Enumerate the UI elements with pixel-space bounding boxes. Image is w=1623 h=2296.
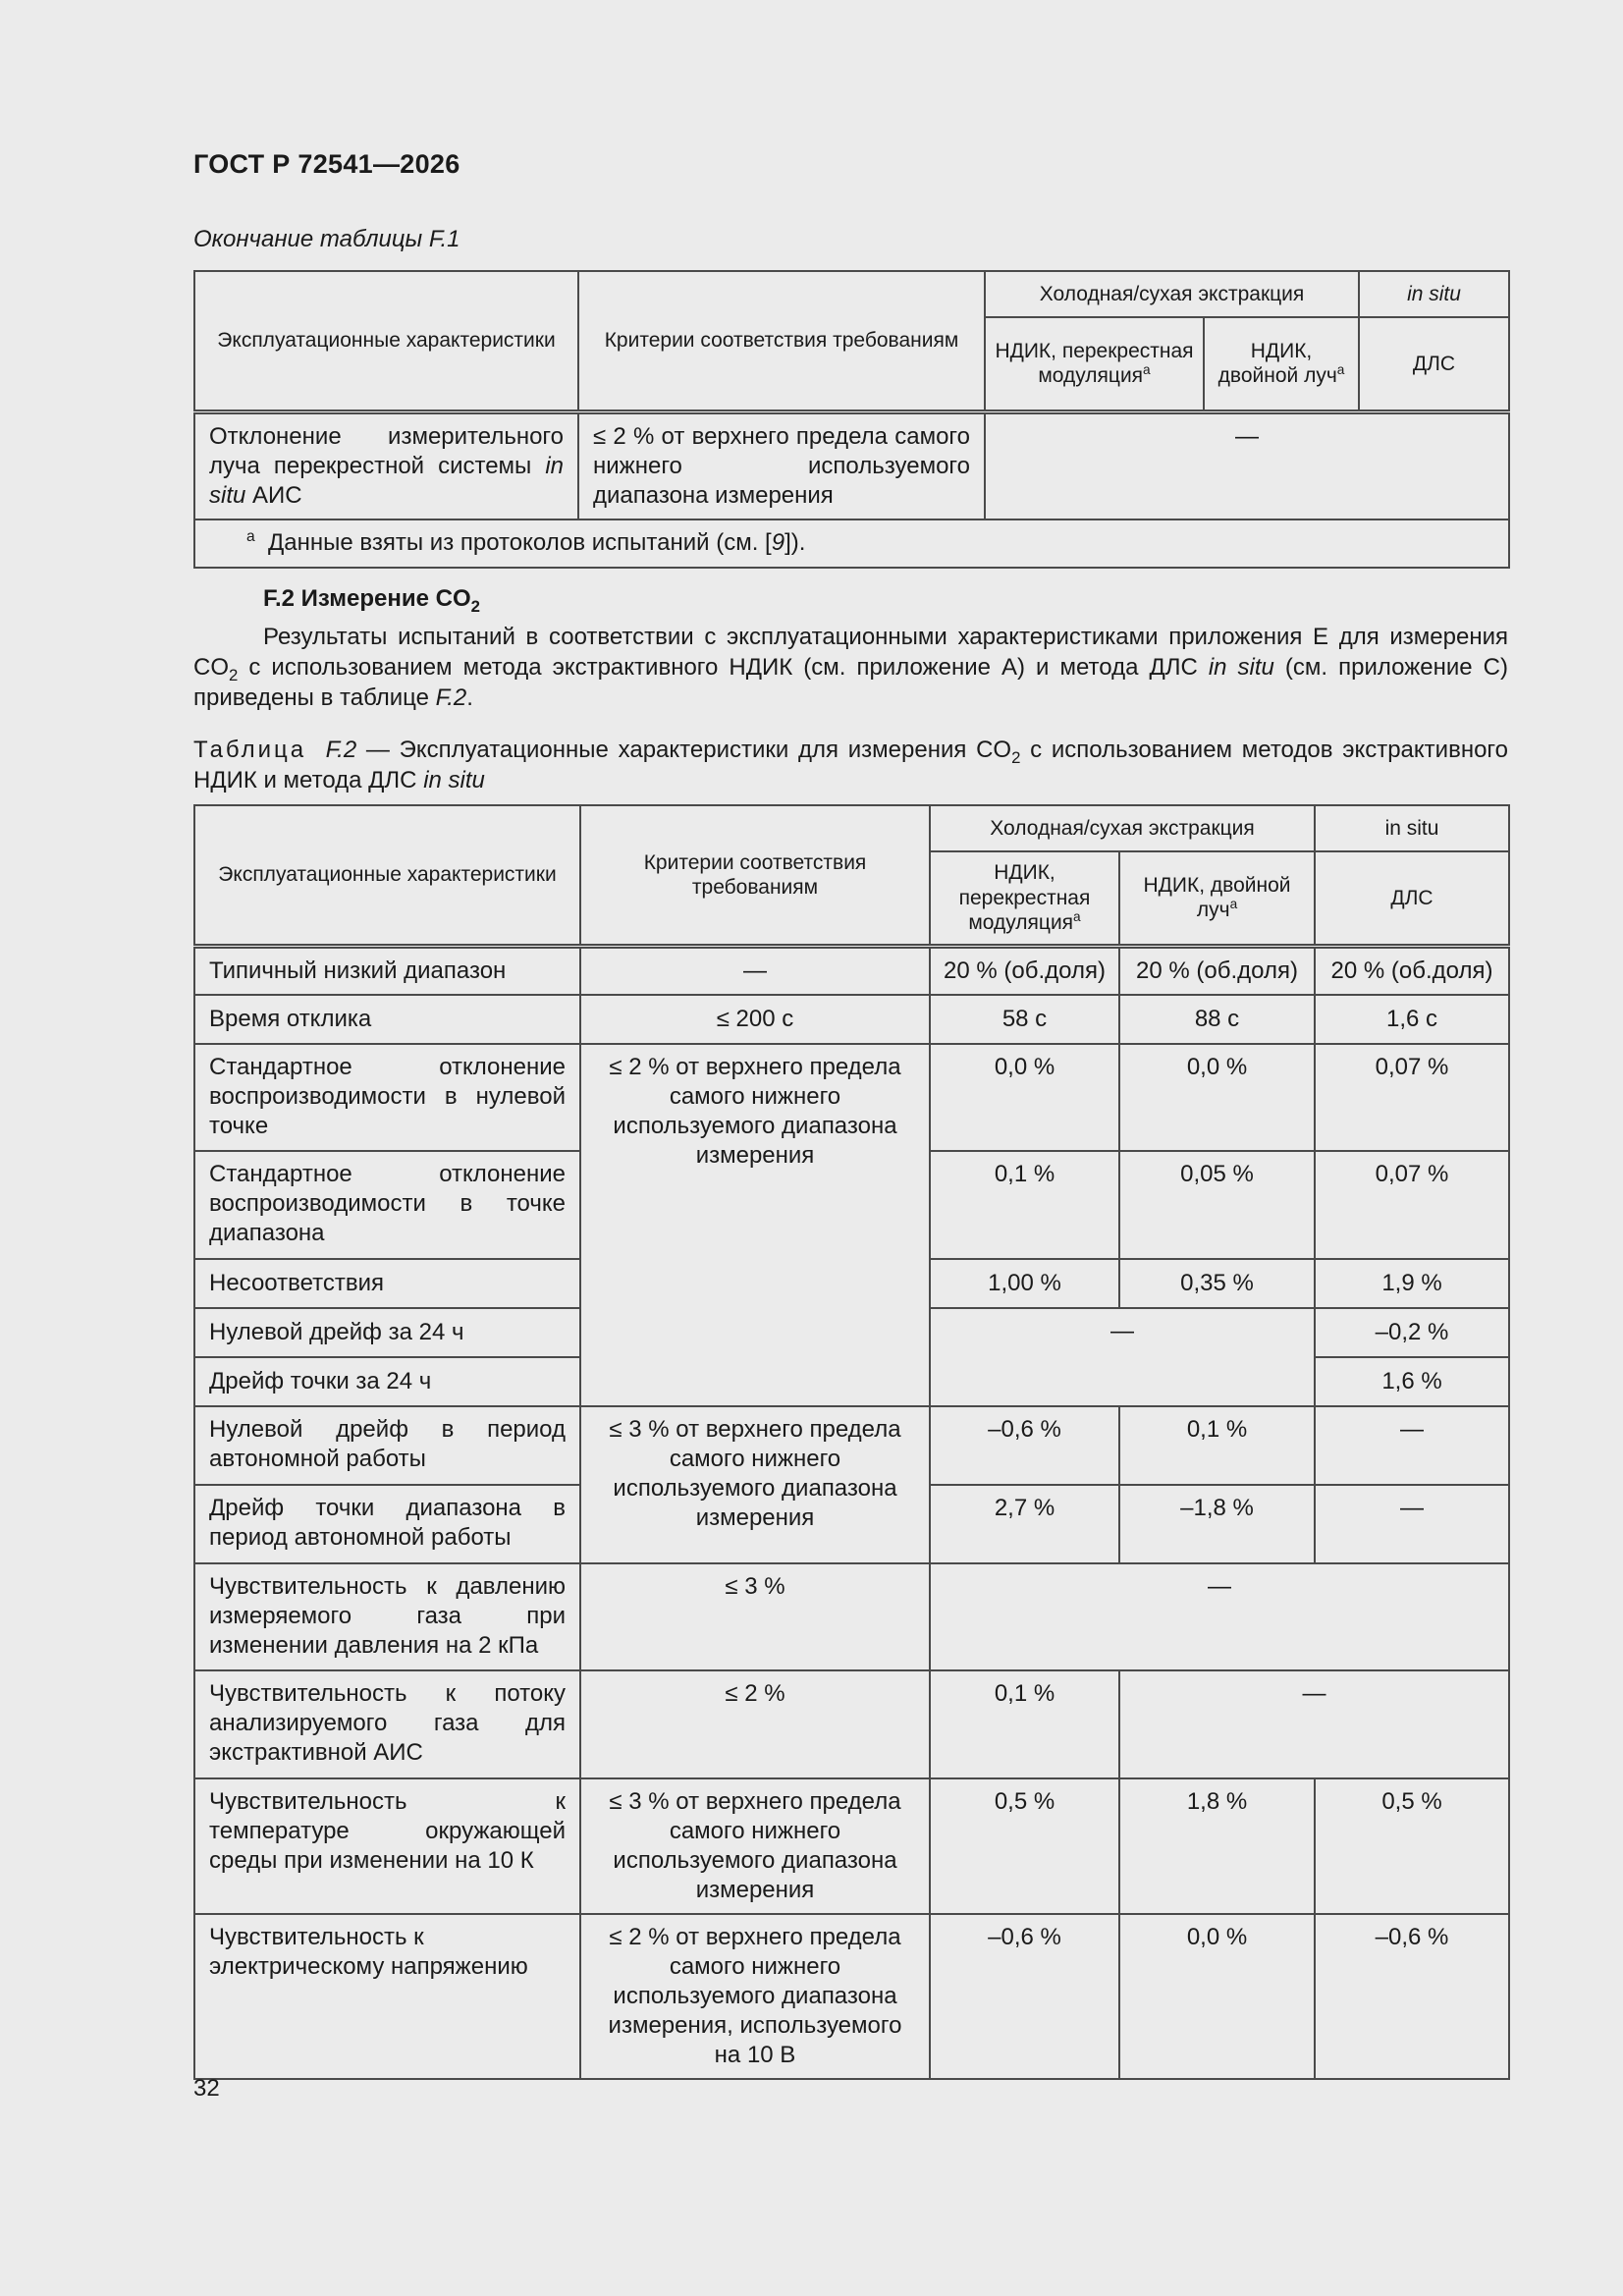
- t1-header-ndik-dual: НДИК, двойной луч$^a$: [1204, 317, 1359, 411]
- t2-cell-v3: —: [1315, 1406, 1509, 1485]
- t2-cell-v1: 20 % (об.доля): [930, 946, 1119, 995]
- table-row: [194, 1563, 1509, 1670]
- t2-cell-v1: 0,1 %: [930, 1151, 1119, 1259]
- section-f2-paragraph: Результаты испытаний в соответствии с эксплуатационными характеристиками приложения E для измерения $CO_2$ с использованием метода экстрактивного НДИК (см. приложение А) и метода ДЛС in situ (см. приложение C) приведены в таблице F.2.: [193, 624, 1508, 711]
- t2-cell-v3: 1,6 с: [1315, 995, 1509, 1044]
- t2-header-criteria: Критерии соответствия требованиям: [580, 805, 930, 946]
- t2-cell-criteria: ≤ 3 % от верхнего предела самого нижнего используемого диапазона измерения: [580, 1406, 930, 1563]
- t2-header-cold-dry: Холодная/сухая экстракция: [930, 805, 1315, 851]
- t1-header-cold-dry: Холодная/сухая экстракция: [985, 271, 1359, 317]
- table-row: [194, 1778, 1509, 1914]
- t2-cell-criteria: —: [580, 946, 930, 995]
- t2-cell-v1: –0,6 %: [930, 1914, 1119, 2079]
- t2-cell-v3: 20 % (об.доля): [1315, 946, 1509, 995]
- t1-header-in-situ: in situ: [1359, 271, 1509, 317]
- t2-cell-criteria: ≤ 3 %: [580, 1563, 930, 1670]
- t2-cell-criteria: ≤ 200 с: [580, 995, 930, 1044]
- t1-footnote: $^a$ Данные взяты из протоколов испытаний (см. [9]).: [194, 519, 1509, 568]
- t2-cell-v3: 0,07 %: [1315, 1044, 1509, 1151]
- table-row: [194, 1044, 1509, 1151]
- table-row: [194, 1406, 1509, 1485]
- t2-cell-v123: —: [930, 1563, 1509, 1670]
- page-number: 32: [193, 2075, 220, 2102]
- t2-cell-v1: 58 с: [930, 995, 1119, 1044]
- t2-cell-char: Время отклика: [194, 995, 580, 1044]
- table-f2: [193, 804, 1510, 2080]
- t1-header-criteria: Критерии соответствия требованиям: [578, 271, 985, 411]
- t2-cell-v2: 20 % (об.доля): [1119, 946, 1315, 995]
- document-code: ГОСТ Р 72541—2026: [193, 149, 460, 179]
- t2-cell-v1: –0,6 %: [930, 1406, 1119, 1485]
- t2-cell-v3: 0,07 %: [1315, 1151, 1509, 1259]
- table-row: [194, 995, 1509, 1044]
- t2-cell-v2: 0,0 %: [1119, 1044, 1315, 1151]
- table2-caption: Таблица F.2 — Эксплуатационные характеристики для измерения $CO_2$ с использованием методов экстрактивного НДИК и метода ДЛС in situ: [193, 737, 1508, 793]
- t2-cell-v1: 0,5 %: [930, 1778, 1119, 1914]
- table1-caption: Окончание таблицы F.1: [193, 226, 460, 252]
- t1-row-value: —: [985, 411, 1509, 519]
- t1-header-dls: ДЛС: [1359, 317, 1509, 411]
- t2-cell-v3: –0,6 %: [1315, 1914, 1509, 2079]
- t2-cell-char: Дрейф точки за 24 ч: [194, 1357, 580, 1406]
- table-row: [194, 411, 1509, 519]
- table-row: [194, 946, 1509, 995]
- t2-cell-v2: 0,0 %: [1119, 1914, 1315, 2079]
- t2-cell-char: Чувствительность к электрическому напряжению: [194, 1914, 580, 2079]
- t2-cell-v3: 1,6 %: [1315, 1357, 1509, 1406]
- t2-cell-char: Нулевой дрейф в период автономной работы: [194, 1406, 580, 1485]
- t2-cell-char: Чувствительность к температуре окружающей среды при изменении на 10 К: [194, 1778, 580, 1914]
- t2-cell-v2: 1,8 %: [1119, 1778, 1315, 1914]
- t2-cell-v23: —: [1119, 1670, 1509, 1778]
- t2-cell-char: Типичный низкий диапазон: [194, 946, 580, 995]
- t2-header-dls: ДЛС: [1315, 851, 1509, 946]
- t2-cell-char: Несоответствия: [194, 1259, 580, 1308]
- t2-cell-criteria: ≤ 3 % от верхнего предела самого нижнего используемого диапазона измерения: [580, 1778, 930, 1914]
- t1-header-ndik-cross: НДИК, перекрестная модуляция$^a$: [985, 317, 1204, 411]
- t2-cell-v1: 0,1 %: [930, 1670, 1119, 1778]
- t2-cell-v1: 2,7 %: [930, 1485, 1119, 1563]
- t2-cell-v2: 0,35 %: [1119, 1259, 1315, 1308]
- t2-cell-v1: 0,0 %: [930, 1044, 1119, 1151]
- table-row: [194, 1670, 1509, 1778]
- t2-cell-criteria: ≤ 2 % от верхнего предела самого нижнего используемого диапазона измерения: [580, 1044, 930, 1406]
- t1-row-characteristic: Отклонение измерительного луча перекрестной системы in situ АИС: [194, 411, 578, 519]
- t2-cell-char: Стандартное отклонение воспроизводимости в нулевой точке: [194, 1044, 580, 1151]
- t2-cell-char: Чувствительность к потоку анализируемого газа для экстрактивной АИС: [194, 1670, 580, 1778]
- t2-cell-char: Чувствительность к давлению измеряемого газа при изменении давления на 2 кПа: [194, 1563, 580, 1670]
- t2-cell-v2: 0,1 %: [1119, 1406, 1315, 1485]
- t1-row-criteria: ≤ 2 % от верхнего предела самого нижнего используемого диапазона измерения: [578, 411, 985, 519]
- t2-cell-v1: 1,00 %: [930, 1259, 1119, 1308]
- section-f2-title: F.2 Измерение $CO_2$: [263, 585, 480, 616]
- t2-cell-v3: —: [1315, 1485, 1509, 1563]
- t2-cell-criteria: ≤ 2 %: [580, 1670, 930, 1778]
- t2-header-ndik-cross: НДИК, перекрестная модуляция$^a$: [930, 851, 1119, 946]
- t2-cell-v2: –1,8 %: [1119, 1485, 1315, 1563]
- table-row: [194, 1914, 1509, 2079]
- t2-cell-v2: 88 с: [1119, 995, 1315, 1044]
- t2-cell-v3: 1,9 %: [1315, 1259, 1509, 1308]
- t2-header-characteristics: Эксплуатационные характеристики: [194, 805, 580, 946]
- t2-cell-v2: 0,05 %: [1119, 1151, 1315, 1259]
- t2-cell-v12: —: [930, 1308, 1315, 1406]
- t2-header-in-situ: in situ: [1315, 805, 1509, 851]
- t2-cell-v3: –0,2 %: [1315, 1308, 1509, 1357]
- t2-cell-char: Стандартное отклонение воспроизводимости в точке диапазона: [194, 1151, 580, 1259]
- t2-header-ndik-dual: НДИК, двойной луч$^a$: [1119, 851, 1315, 946]
- t2-cell-char: Дрейф точки диапазона в период автономной работы: [194, 1485, 580, 1563]
- t2-cell-v3: 0,5 %: [1315, 1778, 1509, 1914]
- t2-cell-char: Нулевой дрейф за 24 ч: [194, 1308, 580, 1357]
- t1-header-characteristics: Эксплуатационные характеристики: [194, 271, 578, 411]
- table-f1-end: [193, 270, 1510, 569]
- t2-cell-criteria: ≤ 2 % от верхнего предела самого нижнего используемого диапазона измерения, используемого на 10 В: [580, 1914, 930, 2079]
